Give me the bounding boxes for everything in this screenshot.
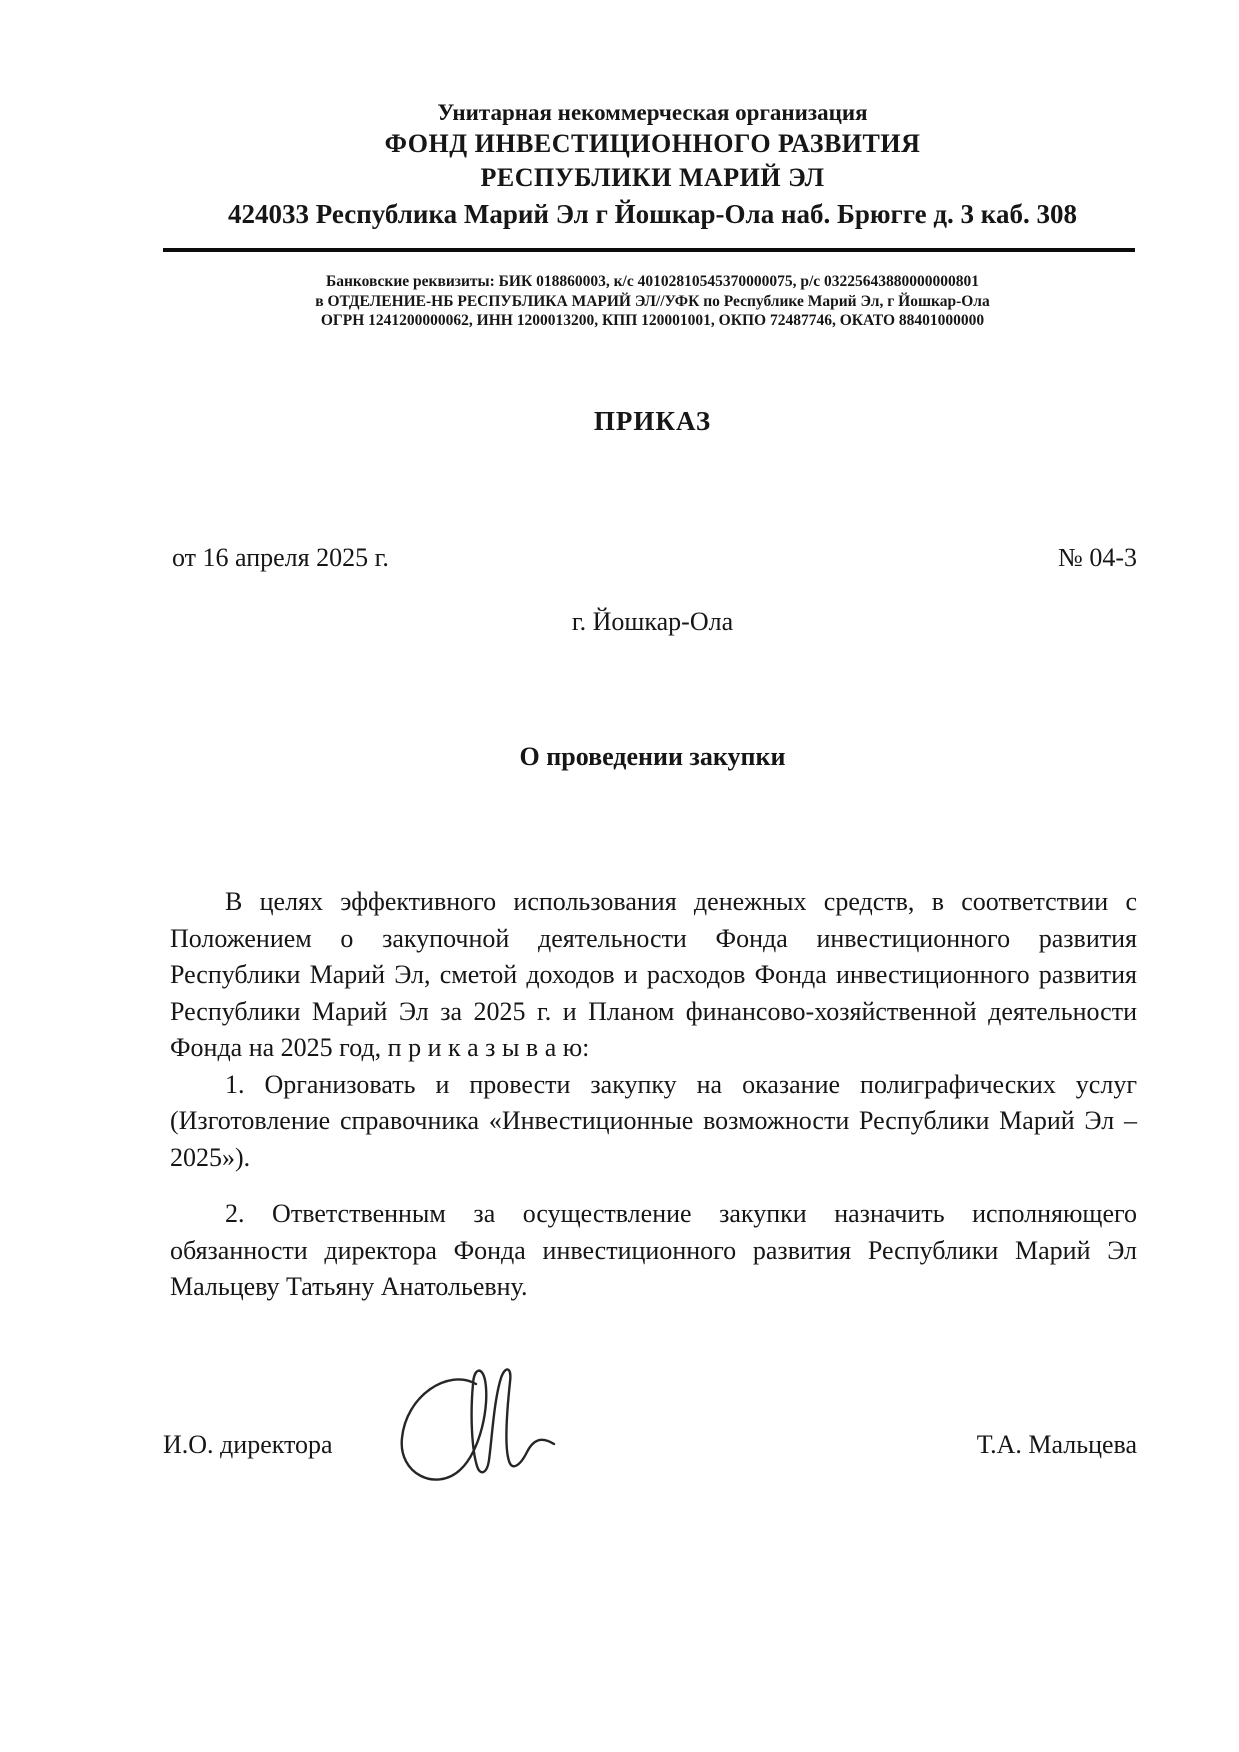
bank-details-line2: в ОТДЕЛЕНИЕ-НБ РЕСПУБЛИКА МАРИЙ ЭЛ//УФК по Республике Марий Эл, г Йошкар-Ола	[315, 292, 990, 310]
bank-details-line3: ОГРН 1241200000062, ИНН 1200013200, КПП 120001001, ОКПО 72487746, ОКАТО 88401000000	[320, 312, 985, 329]
bank-details-line1: Банковские реквизиты: БИК 018860003, к/с 40102810545370000075, р/с 03225643880000000801	[325, 273, 980, 290]
document-title: ПРИКАЗ	[593, 406, 712, 436]
org-type: Унитарная некоммерческая организация	[437, 100, 868, 125]
signer-position: И.О. директора	[163, 1430, 333, 1459]
body-item-1: 1. Организовать и провести закупку на оказание полиграфических услуг (Изготовление справочника «Инвестиционные возможности Республики Марий Эл – 2025»).	[170, 1069, 1137, 1172]
letterhead-divider	[163, 248, 1135, 252]
org-name-line1: ФОНД ИНВЕСТИЦИОННОГО РАЗВИТИЯ	[384, 129, 921, 159]
document-body	[170, 884, 1137, 1306]
bank-details	[170, 272, 1135, 331]
document-subject: О проведении закупки	[519, 742, 786, 771]
body-item-2: 2. Ответственным за осуществление закупки назначить исполняющего обязанности директора Фонда инвестиционного развития Республики Марий Эл Мальцеву Татьяну Анатольевну.	[170, 1199, 1137, 1301]
meta-row	[172, 543, 1137, 573]
letterhead	[170, 98, 1135, 232]
signer-name: Т.А. Мальцева	[976, 1430, 1137, 1459]
org-name-line2: РЕСПУБЛИКИ МАРИЙ ЭЛ	[480, 162, 825, 192]
document-number: № 04-3	[1058, 543, 1137, 572]
body-paragraph-intro: В целях эффективного использования денежных средств, в соответствии с Положением о закупочной деятельности Фонда инвестиционного развития Республики Марий Эл, сметой доходов и расходов Фонда инвестиционного развития Республики Марий Эл за 2025 г. и Планом финансово-хозяйственной деятельности Фонда на 2025 год, п р и к а з ы в а ю:	[170, 887, 1137, 1062]
handwritten-signature-icon	[378, 1362, 578, 1502]
document-date: от 16 апреля 2025 г.	[172, 543, 389, 572]
document-city: г. Йошкар-Ола	[571, 607, 734, 636]
org-address: 424033 Республика Марий Эл г Йошкар-Ола наб. Брюгге д. 3 каб. 308	[228, 198, 1077, 229]
